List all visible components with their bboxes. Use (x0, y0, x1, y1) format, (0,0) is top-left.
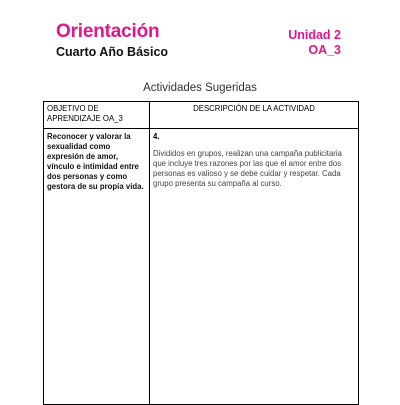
activity-description: Divididos en grupos, realizan una campaña publicitaria que incluye tres razones por las que el amor entre dos personas es valioso y se debe cuidar y respetar. Cada grupo presenta su campaña al curso. (153, 149, 342, 188)
activities-table (43, 101, 359, 405)
grade-subtitle: Cuarto Año Básico (56, 45, 169, 59)
objective-text: Reconocer y valorar la sexualidad como expresión de amor, vínculo e intimidad entre dos personas y como gestora de su propia vida. (47, 132, 144, 191)
objective-cell (44, 129, 150, 405)
header-left (56, 21, 168, 60)
objective-code: OA_3 (308, 43, 341, 57)
activity-number: 4. (153, 132, 160, 141)
table-header-row (44, 102, 359, 129)
description-column-header: DESCRIPCIÓN DE LA ACTIVIDAD (150, 102, 359, 129)
subject-title: Orientación (56, 21, 160, 42)
section-title: Actividades Sugeridas (143, 82, 257, 94)
objective-column-header: OBJETIVO DE APRENDIZAJE OA_3 (44, 102, 150, 129)
table-row (44, 129, 359, 405)
unit-label: Unidad 2 (288, 28, 341, 42)
header-right (288, 28, 341, 58)
activity-cell (150, 129, 359, 405)
